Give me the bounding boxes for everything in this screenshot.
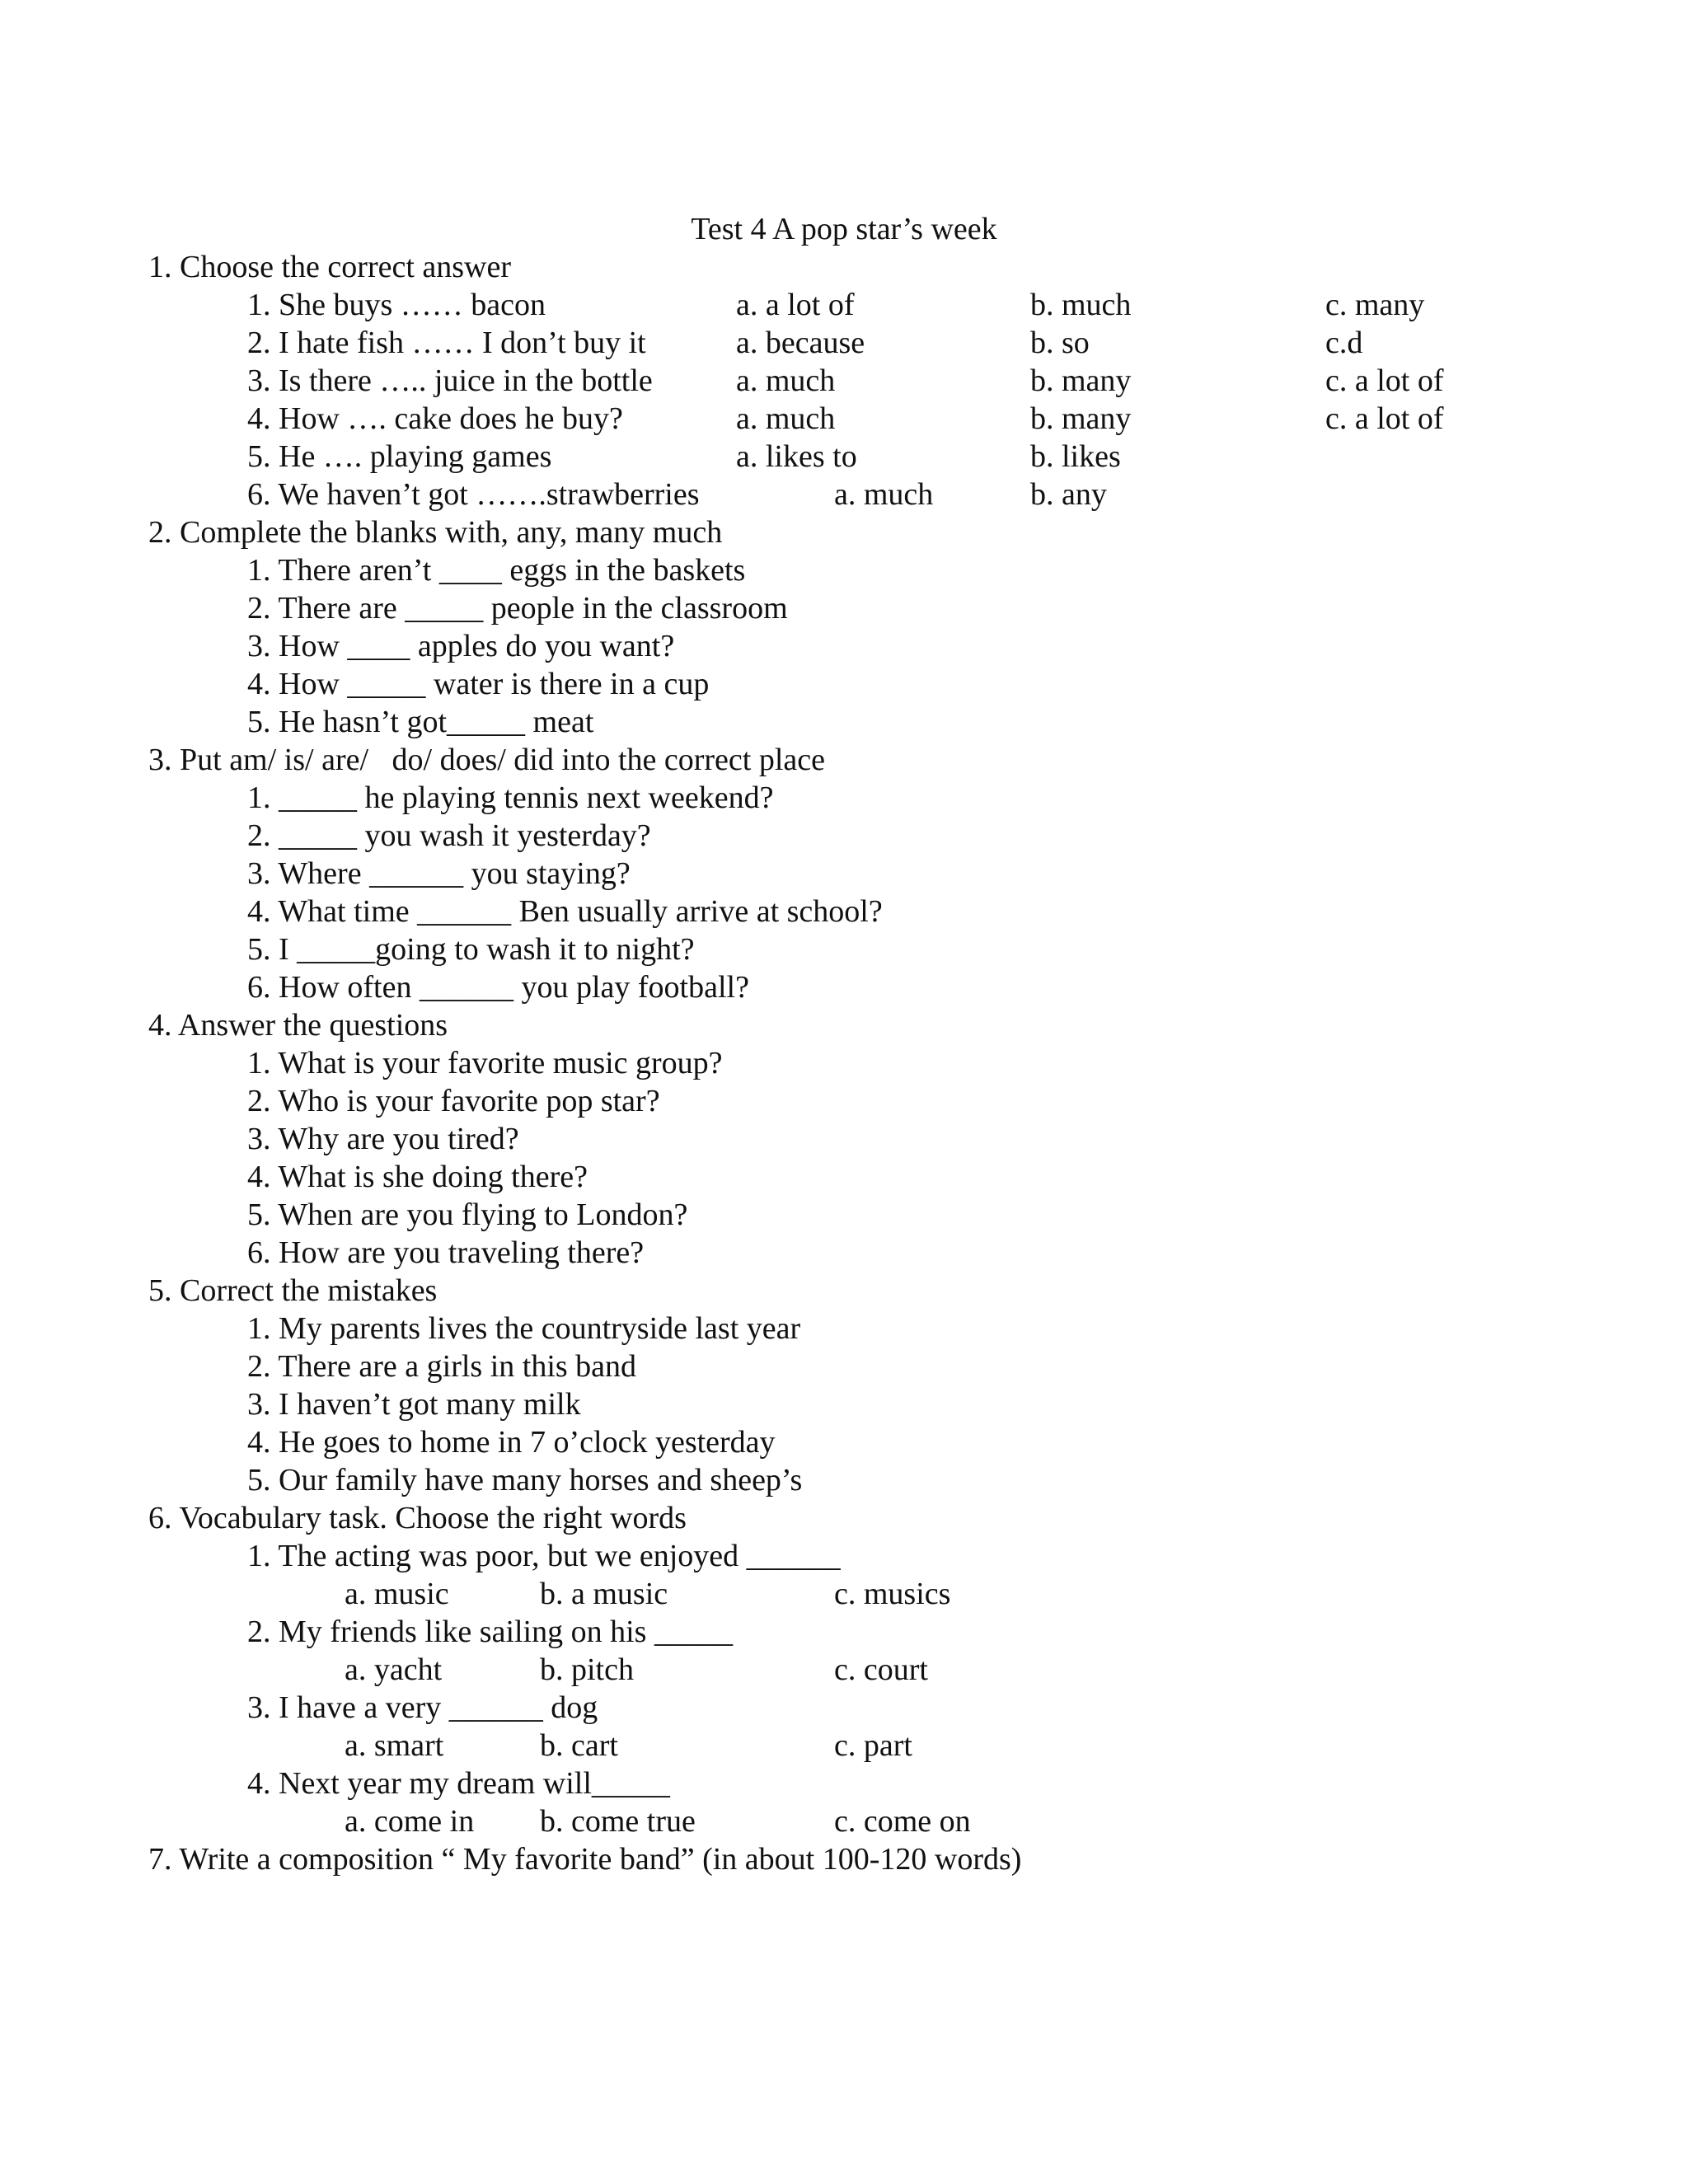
s1-q3-option-a: a. much: [736, 363, 836, 398]
s6-q2: 2. My friends like sailing on his _____: [247, 1615, 733, 1649]
s6-q1: 1. The acting was poor, but we enjoyed ______: [247, 1539, 841, 1573]
s6-q3-option-a: a. smart: [345, 1728, 444, 1763]
page-title: Test 4 A pop star’s week: [691, 212, 997, 246]
s1-q2-option-a: a. because: [736, 326, 865, 360]
s6-q3: 3. I have a very ______ dog: [247, 1690, 598, 1725]
s2-item-1: 1. There aren’t ____ eggs in the baskets: [247, 553, 746, 588]
s3-item-4: 4. What time ______ Ben usually arrive at school?: [247, 894, 883, 929]
s6-q4-option-a: a. come in: [345, 1804, 475, 1839]
s2-item-3: 3. How ____ apples do you want?: [247, 629, 675, 663]
s1-q2: 2. I hate fish …… I don’t buy it: [247, 326, 646, 360]
s5-item-4: 4. He goes to home in 7 o’clock yesterday: [247, 1425, 776, 1460]
section-3-heading: 3. Put am/ is/ are/ do/ does/ did into the correct place: [148, 743, 826, 777]
s6-q4: 4. Next year my dream will_____: [247, 1766, 670, 1801]
s2-item-5: 5. He hasn’t got_____ meat: [247, 705, 594, 739]
s6-q4-option-c: c. come on: [834, 1804, 971, 1839]
s6-q1-option-c: c. musics: [834, 1577, 951, 1611]
section-5-heading: 5. Correct the mistakes: [148, 1273, 438, 1308]
s1-q1: 1. She buys …… bacon: [247, 288, 546, 322]
s5-item-1: 1. My parents lives the countryside last year: [247, 1311, 801, 1346]
s6-q3-option-c: c. part: [834, 1728, 912, 1763]
s1-q5-option-b: b. likes: [1030, 439, 1121, 474]
s1-q5: 5. He …. playing games: [247, 439, 552, 474]
s1-q1-option-b: b. much: [1030, 288, 1132, 322]
s6-q4-option-b: b. come true: [540, 1804, 696, 1839]
s1-q2-option-b: b. so: [1030, 326, 1090, 360]
s1-q3: 3. Is there ….. juice in the bottle: [247, 363, 653, 398]
s6-q1-option-a: a. music: [345, 1577, 449, 1611]
s1-q2-option-c: c.d: [1325, 326, 1363, 360]
s4-item-2: 2. Who is your favorite pop star?: [247, 1084, 660, 1118]
section-1-heading: 1. Choose the correct answer: [148, 250, 512, 284]
s4-item-3: 3. Why are you tired?: [247, 1122, 519, 1156]
s6-q3-option-b: b. cart: [540, 1728, 618, 1763]
s4-item-5: 5. When are you flying to London?: [247, 1197, 688, 1232]
s1-q1-option-c: c. many: [1325, 288, 1425, 322]
s1-q4-option-b: b. many: [1030, 401, 1132, 436]
s1-q6-option-a: a. much: [834, 477, 934, 512]
s3-item-1: 1. _____ he playing tennis next weekend?: [247, 780, 774, 815]
s6-q2-option-a: a. yacht: [345, 1652, 443, 1687]
s1-q3-option-c: c. a lot of: [1325, 363, 1444, 398]
s1-q6-option-b: b. any: [1030, 477, 1107, 512]
s1-q6: 6. We haven’t got …….strawberries: [247, 477, 700, 512]
s2-item-4: 4. How _____ water is there in a cup: [247, 667, 710, 701]
s1-q1-option-a: a. a lot of: [736, 288, 855, 322]
s3-item-3: 3. Where ______ you staying?: [247, 856, 631, 891]
s1-q3-option-b: b. many: [1030, 363, 1132, 398]
s3-item-5: 5. I _____going to wash it to night?: [247, 932, 695, 967]
s2-item-2: 2. There are _____ people in the classroom: [247, 591, 788, 626]
s5-item-3: 3. I haven’t got many milk: [247, 1387, 581, 1422]
s4-item-6: 6. How are you traveling there?: [247, 1235, 645, 1270]
s4-item-4: 4. What is she doing there?: [247, 1160, 588, 1194]
s4-item-1: 1. What is your favorite music group?: [247, 1046, 723, 1080]
s1-q4-option-c: c. a lot of: [1325, 401, 1444, 436]
s1-q5-option-a: a. likes to: [736, 439, 857, 474]
s3-item-6: 6. How often ______ you play football?: [247, 970, 749, 1005]
s1-q4-option-a: a. much: [736, 401, 836, 436]
s1-q4: 4. How …. cake does he buy?: [247, 401, 623, 436]
s6-q1-option-b: b. a music: [540, 1577, 668, 1611]
section-6-heading: 6. Vocabulary task. Choose the right words: [148, 1501, 687, 1535]
s6-q2-option-c: c. court: [834, 1652, 928, 1687]
section-4-heading: 4. Answer the questions: [148, 1008, 448, 1043]
section-7-heading: 7. Write a composition “ My favorite band” (in about 100-120 words): [148, 1842, 1022, 1877]
s5-item-2: 2. There are a girls in this band: [247, 1349, 637, 1384]
s3-item-2: 2. _____ you wash it yesterday?: [247, 818, 651, 853]
s6-q2-option-b: b. pitch: [540, 1652, 634, 1687]
section-2-heading: 2. Complete the blanks with, any, many much: [148, 515, 723, 550]
s5-item-5: 5. Our family have many horses and sheep’s: [247, 1463, 803, 1497]
